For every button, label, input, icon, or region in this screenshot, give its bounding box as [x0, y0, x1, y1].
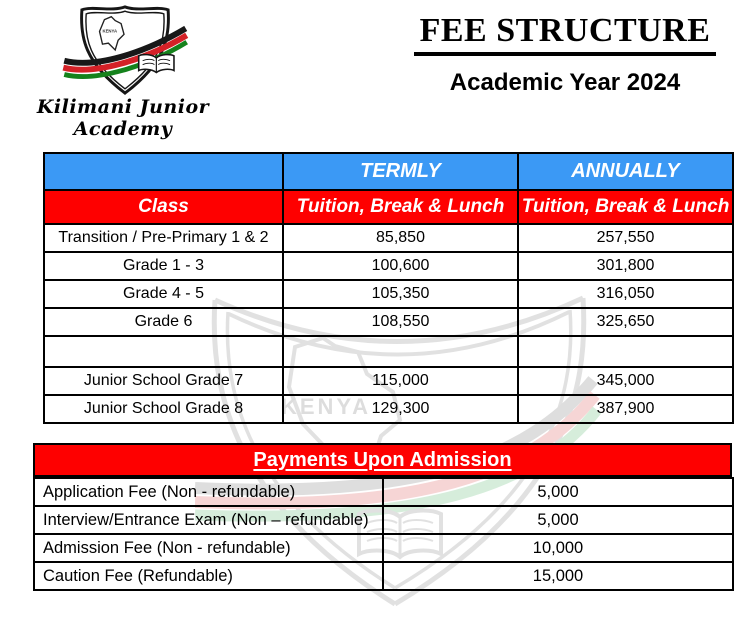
- table-row: [44, 308, 733, 336]
- table-row: [44, 252, 733, 280]
- annually-cell: 257,550: [518, 224, 733, 252]
- fee-amount: 10,000: [383, 534, 733, 562]
- class-header: Class: [44, 190, 283, 224]
- table-row-empty: [44, 336, 733, 367]
- termly-header: TERMLY: [283, 153, 518, 190]
- logo-open-book: [139, 55, 174, 73]
- table-row: [44, 224, 733, 252]
- termly-cell: 115,000: [283, 367, 518, 395]
- title-block: [395, 12, 735, 97]
- fee-item-label: Interview/Entrance Exam (Non – refundable): [34, 506, 383, 534]
- termly-cell: 129,300: [283, 395, 518, 423]
- admission-banner-title: Payments Upon Admission: [253, 448, 512, 471]
- annually-cell: 387,900: [518, 395, 733, 423]
- class-cell: [44, 336, 283, 367]
- watermark-kenya-label: KENYA: [281, 394, 371, 419]
- class-cell: Grade 1 - 3: [44, 252, 283, 280]
- annually-cell: [518, 336, 733, 367]
- period-header-row: [44, 153, 733, 190]
- termly-cell: 108,550: [283, 308, 518, 336]
- class-cell: Grade 6: [44, 308, 283, 336]
- page-subtitle: Academic Year 2024: [449, 69, 681, 97]
- class-cell: Transition / Pre-Primary 1 & 2: [44, 224, 283, 252]
- termly-cell: 105,350: [283, 280, 518, 308]
- table-row: [34, 534, 733, 562]
- table-row: [44, 280, 733, 308]
- school-logo-icon: [60, 2, 190, 98]
- termly-cell: 85,850: [283, 224, 518, 252]
- class-cell: Junior School Grade 7: [44, 367, 283, 395]
- fee-amount: 5,000: [383, 478, 733, 506]
- annually-header: ANNUALLY: [518, 153, 733, 190]
- fee-item-label: Application Fee (Non - refundable): [34, 478, 383, 506]
- table-row: [34, 506, 733, 534]
- annually-cell: 325,650: [518, 308, 733, 336]
- admission-fees-table: [33, 477, 734, 591]
- fee-structure-table: [43, 152, 734, 424]
- table-row: [44, 395, 733, 423]
- logo-kenya-label: KENYA: [102, 28, 118, 34]
- period-header-empty-cell: [44, 153, 283, 190]
- class-cell: Junior School Grade 8: [44, 395, 283, 423]
- annually-cell: 345,000: [518, 367, 733, 395]
- school-name: Kilimani Junior Academy: [36, 96, 210, 140]
- fee-item-label: Caution Fee (Refundable): [34, 562, 383, 590]
- fee-amount: 15,000: [383, 562, 733, 590]
- fee-type-header-annually: Tuition, Break & Lunch: [518, 190, 733, 224]
- fee-amount: 5,000: [383, 506, 733, 534]
- fee-item-label: Admission Fee (Non - refundable): [34, 534, 383, 562]
- annually-cell: 301,800: [518, 252, 733, 280]
- page-title: FEE STRUCTURE: [414, 12, 717, 56]
- admission-banner: [33, 443, 732, 477]
- termly-cell: [283, 336, 518, 367]
- column-header-row: [44, 190, 733, 224]
- table-row: [44, 367, 733, 395]
- table-row: [34, 478, 733, 506]
- termly-cell: 100,600: [283, 252, 518, 280]
- fee-type-header-termly: Tuition, Break & Lunch: [283, 190, 518, 224]
- class-cell: Grade 4 - 5: [44, 280, 283, 308]
- annually-cell: 316,050: [518, 280, 733, 308]
